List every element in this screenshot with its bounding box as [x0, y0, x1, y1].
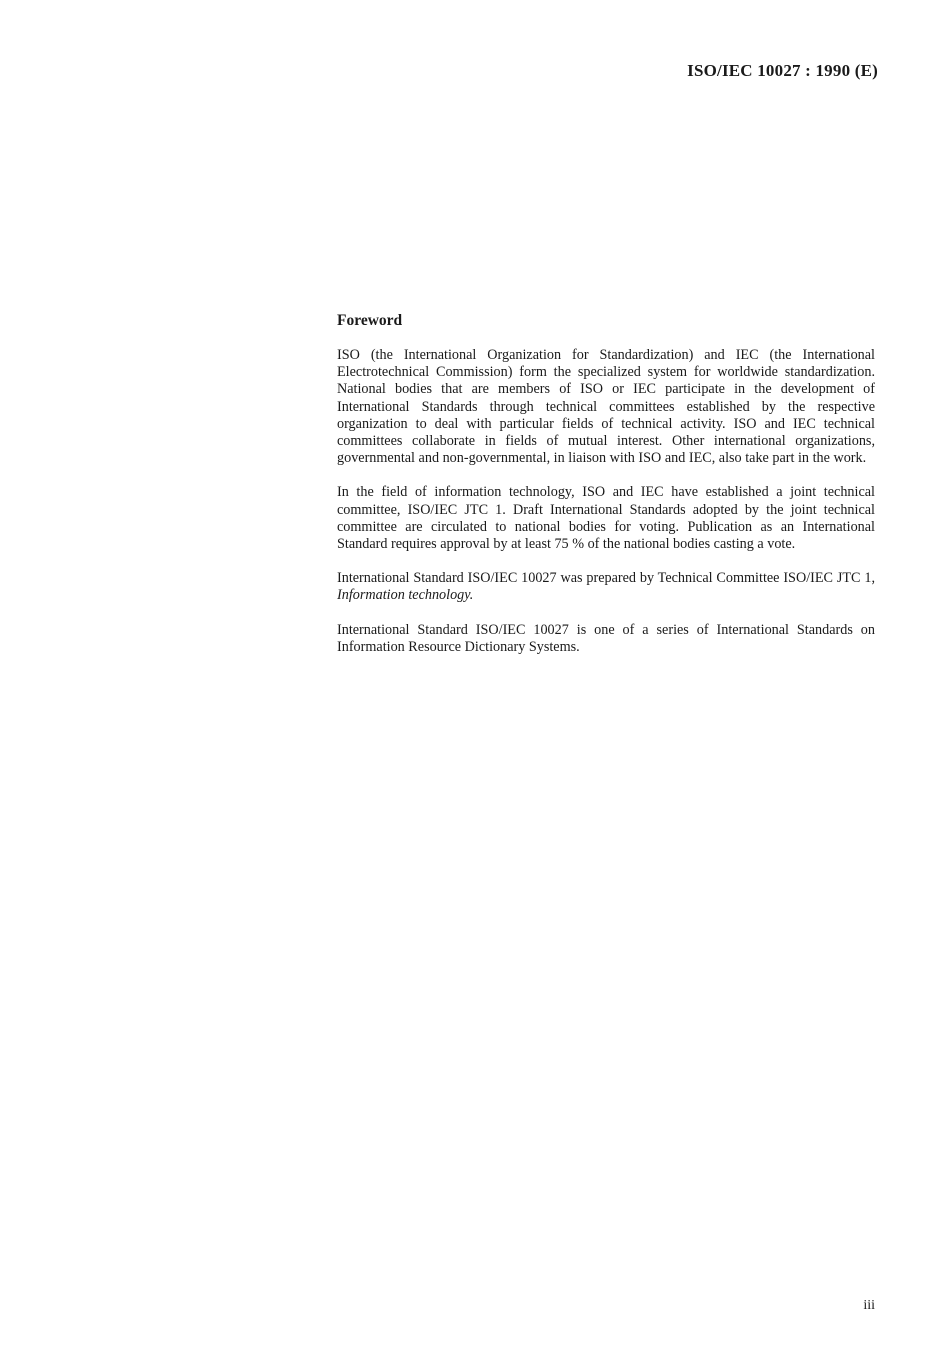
- committee-title: Information technology.: [337, 587, 474, 604]
- foreword-section: [337, 312, 875, 673]
- foreword-paragraph-4: International Standard ISO/IEC 10027 is one of a series of International Standards on Information Resource Dictionary Systems.: [337, 621, 875, 655]
- foreword-heading: Foreword: [337, 312, 403, 329]
- foreword-paragraph-2: In the field of information technology, ISO and IEC have established a joint technical committee, ISO/IEC JTC 1. Draft International Standards adopted by the joint technical committee are circulated to national bodies for voting. Publication as an International Standard requires approval by at least 75 % of the national bodies casting a vote.: [337, 484, 875, 553]
- document-identifier: ISO/IEC 10027 : 1990 (E): [687, 61, 878, 80]
- paragraph-3-text: International Standard ISO/IEC 10027 was prepared by Technical Committee ISO/IEC JTC 1,: [337, 570, 875, 587]
- page-number: iii: [863, 1298, 875, 1313]
- foreword-paragraph-3: [337, 570, 875, 604]
- foreword-paragraph-1: ISO (the International Organization for Standardization) and IEC (the International Electrotechnical Commission) form the specialized system for worldwide standardization. National bodies that are members of ISO or IEC participate in the development of International Standards through technical committees established by the respective organization to deal with particular fields of technical activity. ISO and IEC technical committees collaborate in fields of mutual interest. Other international organizations, governmental and non-governmental, in liaison with ISO and IEC, also take part in the work.: [337, 347, 875, 467]
